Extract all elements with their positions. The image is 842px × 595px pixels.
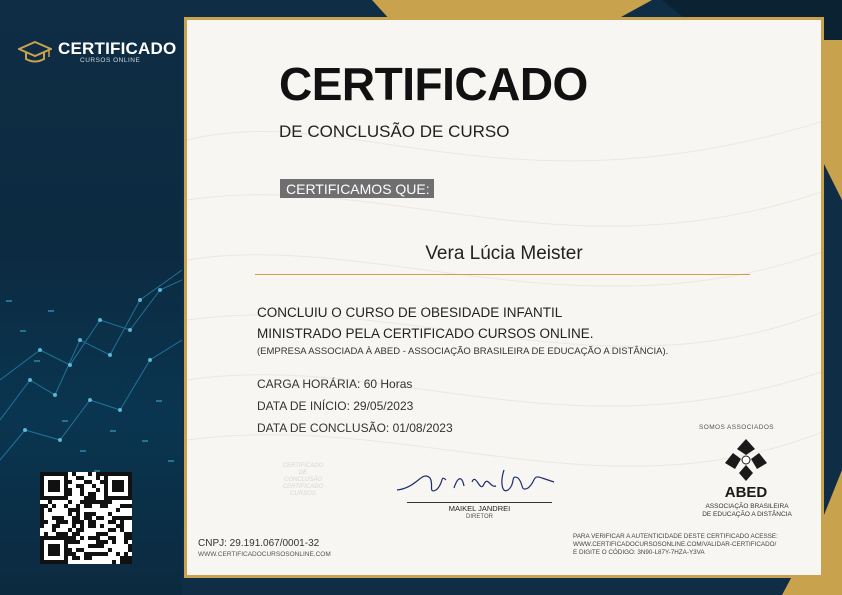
brand-logo: [18, 38, 176, 66]
recipient-name: Vera Lúcia Meister: [425, 243, 583, 264]
signature-line: [407, 502, 552, 503]
certify-label: CERTIFICAMOS QUE:: [280, 179, 434, 198]
logo-title: CERTIFICADO: [58, 38, 177, 58]
certificate-subtitle: DE CONCLUSÃO DE CURSO: [279, 122, 510, 141]
association-label: SOMOS ASSOCIADOS: [699, 424, 775, 431]
name-underline: [255, 274, 750, 275]
left-decorative-panel: [0, 0, 182, 595]
verification-instructions: [573, 533, 813, 556]
certificate-paper: [184, 17, 824, 578]
verify-line-3: E DIGITE O CÓDIGO: 3N90-L87Y-7HZA-Y3VA: [573, 548, 705, 556]
abed-logo-icon: [721, 437, 771, 483]
course-description: [257, 302, 594, 344]
verify-line-1: PARA VERIFICAR A AUTENTICIDADE DESTE CERTIFICADO ACESSE:: [573, 533, 778, 540]
abed-name: ABED: [724, 484, 768, 501]
faded-seal: [273, 463, 333, 498]
end-date: DATA DE CONCLUSÃO: 01/08/2023: [257, 421, 453, 435]
abed-full-name: [692, 503, 802, 518]
logo-subtitle: CURSOS ONLINE: [80, 56, 141, 64]
verification-qr-code: [40, 472, 132, 564]
abed-full-line-2: DE EDUCAÇÃO A DISTÂNCIA: [702, 510, 792, 518]
workload: CARGA HORÁRIA: 60 Horas: [257, 377, 413, 391]
cnpj: CNPJ: 29.191.067/0001-32: [198, 538, 320, 549]
signatory-role: DIRETOR: [466, 514, 493, 520]
signature-scribble: [392, 460, 562, 505]
association-note: (EMPRESA ASSOCIADA À ABED - ASSOCIAÇÃO BRASILEIRA DE EDUCAÇÃO A DISTÂNCIA).: [257, 346, 669, 357]
signatory-name: MAIKEL JANDREI: [448, 504, 511, 513]
website-link[interactable]: WWW.CERTIFICADOCURSOSONLINE.COM: [198, 551, 331, 558]
faded-seal-line: CONCLUSÃO: [283, 477, 322, 483]
verify-line-2[interactable]: WWW.CERTIFICADOCURSOSONLINE.COM/VALIDAR-CERTIFICADO/: [573, 540, 777, 548]
faded-seal-line: CERTIFICADO CURSOS: [282, 484, 324, 497]
start-date: DATA DE INÍCIO: 29/05/2023: [257, 399, 414, 413]
faded-seal-line: CERTIFICADO: [282, 463, 324, 469]
certificate-title: CERTIFICADO: [279, 58, 588, 110]
abed-full-line-1: ASSOCIAÇÃO BRASILEIRA: [705, 503, 789, 510]
graduation-cap-icon: [18, 38, 52, 66]
faded-seal-line: DE: [298, 470, 308, 476]
course-line-1: CONCLUIU O CURSO DE OBESIDADE INFANTIL: [257, 305, 563, 320]
course-line-2: MINISTRADO PELA CERTIFICADO CURSOS ONLINE.: [257, 326, 594, 341]
